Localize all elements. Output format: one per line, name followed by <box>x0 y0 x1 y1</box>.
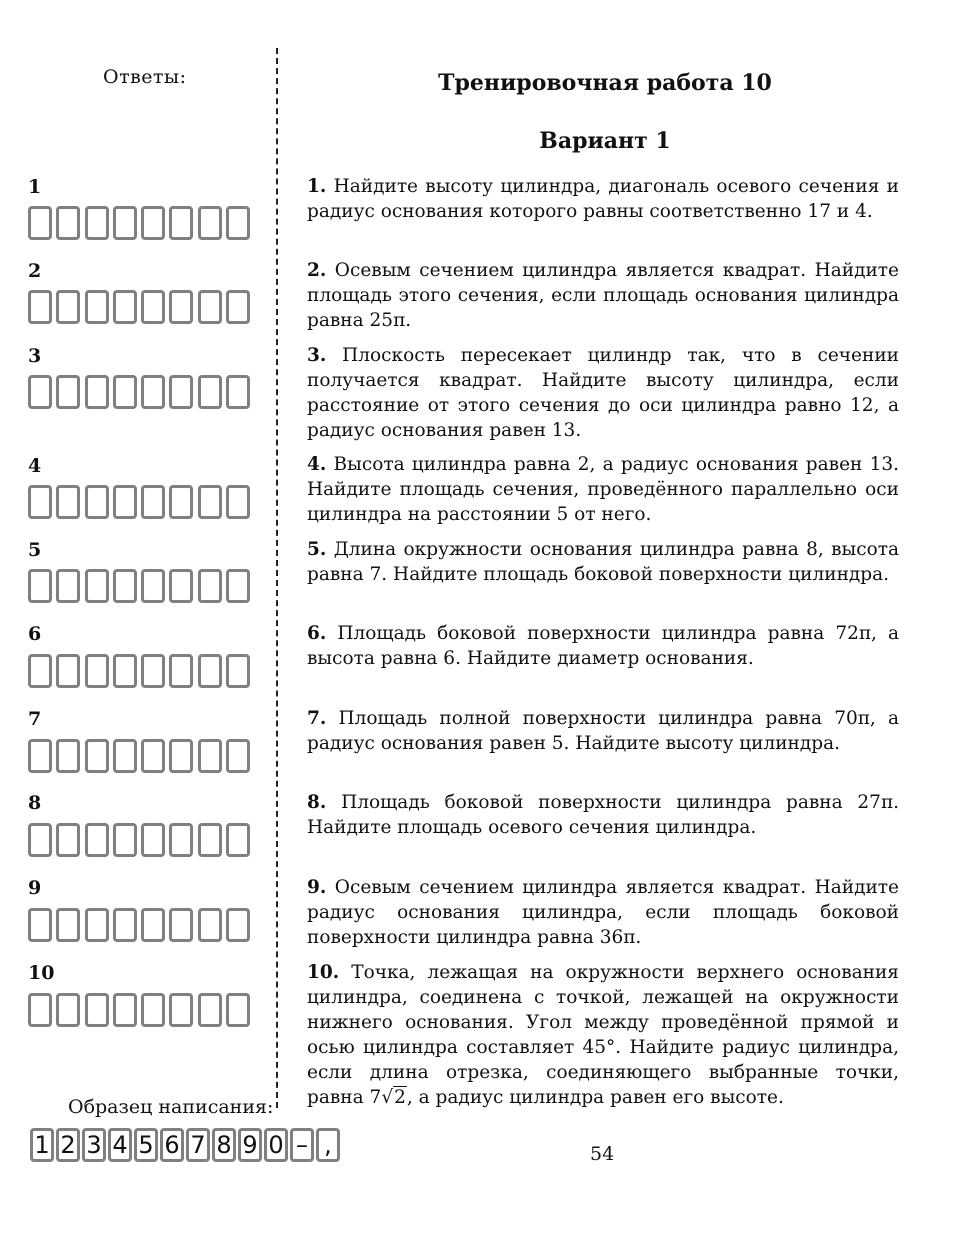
problem-number: 10. <box>307 962 340 983</box>
answer-cell[interactable] <box>169 654 193 688</box>
answer-cell[interactable] <box>198 290 222 324</box>
sample-char-box: 6 <box>160 1128 184 1162</box>
problem-number: 9. <box>307 877 327 898</box>
answer-boxes-6[interactable] <box>28 654 254 688</box>
sample-char-box: 9 <box>238 1128 262 1162</box>
answer-number-5: 5 <box>28 539 42 561</box>
answer-cell[interactable] <box>141 993 165 1027</box>
answer-cell[interactable] <box>169 739 193 773</box>
answer-cell[interactable] <box>169 569 193 603</box>
answer-cell[interactable] <box>113 290 137 324</box>
answer-cell[interactable] <box>56 739 80 773</box>
problem-text: Площадь полной поверхности цилиндра равна 70π, а радиус основания равен 5. Найдите высоту цилиндра. <box>307 708 899 754</box>
answer-number-6: 6 <box>28 623 42 645</box>
answer-cell[interactable] <box>113 654 137 688</box>
problem-9 <box>307 875 899 950</box>
answer-cell[interactable] <box>56 485 80 519</box>
sample-char-box: , <box>316 1128 340 1162</box>
sample-char-box: – <box>290 1128 314 1162</box>
answer-number-4: 4 <box>28 455 42 477</box>
problem-text: Точка, лежащая на окружности верхнего основания цилиндра, соединена с точкой, лежащей на окружности нижнего основания. Угол между проведённой прямой и осью цилиндра составляет 45°. Найдите радиус цилиндра, если длина отрезка, соединяющего выбранные точки, равна 7 <box>307 962 899 1108</box>
answer-cell[interactable] <box>28 993 52 1027</box>
answer-cell[interactable] <box>113 739 137 773</box>
answer-cell[interactable] <box>169 206 193 240</box>
answer-number-2: 2 <box>28 260 42 282</box>
answer-cell[interactable] <box>141 375 165 409</box>
answer-cell[interactable] <box>226 739 250 773</box>
answer-cell[interactable] <box>28 739 52 773</box>
answer-cell[interactable] <box>226 485 250 519</box>
answer-cell[interactable] <box>113 569 137 603</box>
answer-cell[interactable] <box>85 823 109 857</box>
answer-cell[interactable] <box>226 206 250 240</box>
answer-cell[interactable] <box>198 993 222 1027</box>
problem-7 <box>307 706 899 756</box>
sqrt-radicand: 2 <box>394 1087 406 1108</box>
problem-5 <box>307 537 899 587</box>
answer-cell[interactable] <box>141 654 165 688</box>
sqrt-expression: √2 <box>381 1087 406 1108</box>
answer-cell[interactable] <box>113 375 137 409</box>
answer-cell[interactable] <box>113 993 137 1027</box>
problem-6 <box>307 621 899 671</box>
answer-cell[interactable] <box>141 823 165 857</box>
answer-cell[interactable] <box>56 823 80 857</box>
answer-cell[interactable] <box>56 375 80 409</box>
answer-cell[interactable] <box>56 206 80 240</box>
problem-text-end: , а радиус цилиндра равен его высоте. <box>406 1087 784 1108</box>
answer-cell[interactable] <box>198 375 222 409</box>
answer-boxes-2[interactable] <box>28 290 254 324</box>
answer-cell[interactable] <box>226 290 250 324</box>
answer-cell[interactable] <box>141 908 165 942</box>
answer-number-3: 3 <box>28 345 42 367</box>
sample-char-box: 8 <box>212 1128 236 1162</box>
answer-cell[interactable] <box>85 569 109 603</box>
problem-number: 5. <box>307 539 327 560</box>
answer-cell[interactable] <box>169 993 193 1027</box>
problem-number: 2. <box>307 260 327 281</box>
problem-text: Найдите высоту цилиндра, диагональ осевого сечения и радиус основания которого равны соответственно 17 и 4. <box>307 176 899 222</box>
answer-boxes-5[interactable] <box>28 569 254 603</box>
answer-number-9: 9 <box>28 877 42 899</box>
answer-cell[interactable] <box>85 654 109 688</box>
problem-number: 8. <box>307 792 327 813</box>
answer-boxes-4[interactable] <box>28 485 254 519</box>
problem-text: Плоскость пересекает цилиндр так, что в сечении получается квадрат. Найдите высоту цилиндра, если расстояние от этого сечения до оси цилиндра равно 12, а радиус основания равен 13. <box>307 345 899 441</box>
sample-char-box: 1 <box>30 1128 54 1162</box>
dashed-divider <box>276 48 278 1108</box>
answer-cell[interactable] <box>113 823 137 857</box>
problem-10 <box>307 960 899 1110</box>
answer-cell[interactable] <box>85 908 109 942</box>
answer-boxes-8[interactable] <box>28 823 254 857</box>
problem-text: Осевым сечением цилиндра является квадрат. Найдите площадь этого сечения, если площадь основания цилиндра равна 25π. <box>307 260 899 331</box>
problem-number: 7. <box>307 708 327 729</box>
problem-text: Площадь боковой поверхности цилиндра равна 27π. Найдите площадь осевого сечения цилиндра. <box>307 792 899 838</box>
answer-number-10: 10 <box>28 962 55 984</box>
sample-char-box: 3 <box>82 1128 106 1162</box>
page-number: 54 <box>590 1143 615 1165</box>
answer-cell[interactable] <box>28 823 52 857</box>
problem-2 <box>307 258 899 333</box>
answer-cell[interactable] <box>141 485 165 519</box>
answer-cell[interactable] <box>141 290 165 324</box>
answer-cell[interactable] <box>28 375 52 409</box>
problem-number: 6. <box>307 623 327 644</box>
answer-cell[interactable] <box>141 569 165 603</box>
answer-boxes-1[interactable] <box>28 206 254 240</box>
answer-cell[interactable] <box>28 908 52 942</box>
answer-cell[interactable] <box>141 206 165 240</box>
answer-cell[interactable] <box>113 206 137 240</box>
answer-cell[interactable] <box>169 823 193 857</box>
problem-number: 4. <box>307 454 327 475</box>
variant-title: Вариант 1 <box>539 128 671 154</box>
sample-char-box: 0 <box>264 1128 288 1162</box>
problem-text: Осевым сечением цилиндра является квадрат. Найдите радиус основания цилиндра, если площадь боковой поверхности цилиндра равна 36π. <box>307 877 899 948</box>
answer-cell[interactable] <box>85 206 109 240</box>
answer-boxes-3[interactable] <box>28 375 254 409</box>
problem-text: Высота цилиндра равна 2, а радиус основания равен 13. Найдите площадь сечения, проведённого параллельно оси цилиндра на расстоянии 5 от него. <box>307 454 899 525</box>
answer-cell[interactable] <box>198 206 222 240</box>
answer-cell[interactable] <box>85 993 109 1027</box>
answers-label: Ответы: <box>103 66 187 88</box>
page-title: Тренировочная работа 10 <box>438 70 772 96</box>
sample-char-box: 7 <box>186 1128 210 1162</box>
answer-cell[interactable] <box>226 993 250 1027</box>
answer-cell[interactable] <box>198 569 222 603</box>
answer-cell[interactable] <box>28 206 52 240</box>
answer-cell[interactable] <box>56 654 80 688</box>
answer-cell[interactable] <box>28 569 52 603</box>
answer-cell[interactable] <box>198 739 222 773</box>
problem-4 <box>307 452 899 527</box>
answer-cell[interactable] <box>141 739 165 773</box>
problem-number: 3. <box>307 345 327 366</box>
answer-cell[interactable] <box>28 290 52 324</box>
sample-label: Образец написания: <box>68 1096 274 1118</box>
sample-char-box: 4 <box>108 1128 132 1162</box>
answer-cell[interactable] <box>226 569 250 603</box>
answer-cell[interactable] <box>226 654 250 688</box>
answer-cell[interactable] <box>198 823 222 857</box>
answer-cell[interactable] <box>198 485 222 519</box>
answer-cell[interactable] <box>28 654 52 688</box>
answer-number-7: 7 <box>28 708 42 730</box>
answer-boxes-9[interactable] <box>28 908 254 942</box>
answer-cell[interactable] <box>85 375 109 409</box>
answer-boxes-10[interactable] <box>28 993 254 1027</box>
answer-cell[interactable] <box>198 654 222 688</box>
answer-cell[interactable] <box>56 290 80 324</box>
answer-number-1: 1 <box>28 176 42 198</box>
answer-boxes-7[interactable] <box>28 739 254 773</box>
answer-cell[interactable] <box>169 375 193 409</box>
answer-number-8: 8 <box>28 792 42 814</box>
answer-cell[interactable] <box>85 290 109 324</box>
answer-cell[interactable] <box>85 485 109 519</box>
sample-row <box>30 1128 342 1162</box>
answer-cell[interactable] <box>56 993 80 1027</box>
problem-text: Площадь боковой поверхности цилиндра равна 72π, а высота равна 6. Найдите диаметр основания. <box>307 623 899 669</box>
sample-char-box: 2 <box>56 1128 80 1162</box>
answer-cell[interactable] <box>56 908 80 942</box>
answer-cell[interactable] <box>169 908 193 942</box>
problem-text: Длина окружности основания цилиндра равна 8, высота равна 7. Найдите площадь боковой поверхности цилиндра. <box>307 539 899 585</box>
answer-cell[interactable] <box>113 485 137 519</box>
answer-cell[interactable] <box>169 485 193 519</box>
answer-cell[interactable] <box>198 908 222 942</box>
answer-cell[interactable] <box>85 739 109 773</box>
problem-1 <box>307 174 899 224</box>
answer-cell[interactable] <box>56 569 80 603</box>
answer-cell[interactable] <box>226 908 250 942</box>
answer-cell[interactable] <box>169 290 193 324</box>
problem-8 <box>307 790 899 840</box>
answer-cell[interactable] <box>113 908 137 942</box>
problem-3 <box>307 343 899 443</box>
answer-cell[interactable] <box>28 485 52 519</box>
sample-char-box: 5 <box>134 1128 158 1162</box>
answer-cell[interactable] <box>226 823 250 857</box>
problem-number: 1. <box>307 176 327 197</box>
answer-cell[interactable] <box>226 375 250 409</box>
